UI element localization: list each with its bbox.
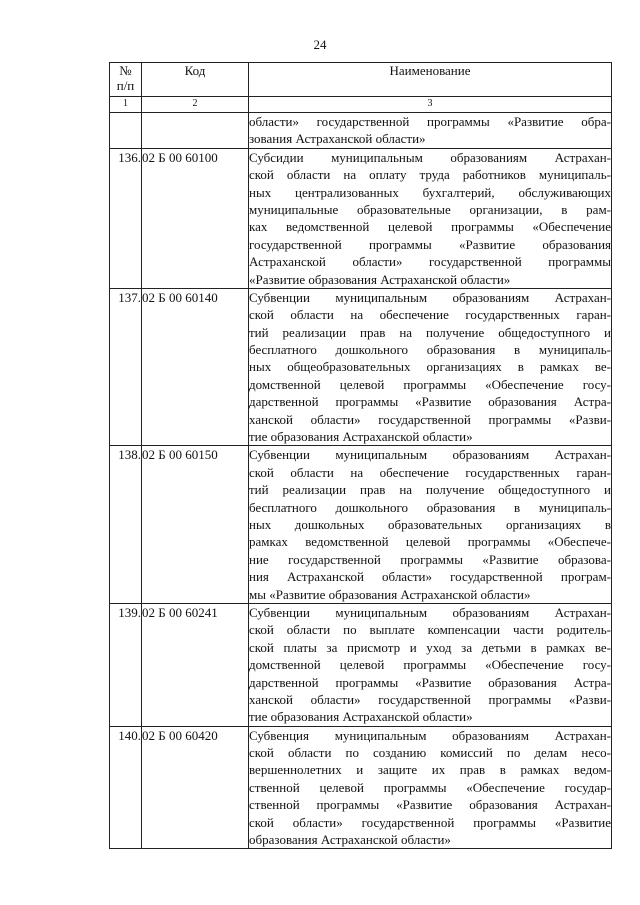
- table-row: [110, 603, 612, 726]
- name-line: тие образования Астраханской области»: [249, 429, 473, 445]
- row-name: [249, 113, 612, 149]
- name-line: образования Астраханской области»: [249, 832, 451, 848]
- name-line: ханской области» государственной программы «Разви-: [249, 411, 611, 427]
- row-number: 139.: [110, 603, 142, 726]
- name-line: ках ведомственной целевой программы «Обеспечение: [249, 219, 611, 235]
- name-line: тий реализации прав на получение общедоступного и: [249, 482, 611, 498]
- name-line: домственной целевой программы «Обеспечение госу-: [249, 376, 611, 392]
- row-name: [249, 148, 612, 288]
- row-name: [249, 446, 612, 604]
- name-line: Субсидии муниципальным образованиям Астрахан-: [249, 149, 611, 165]
- continuation-row: [110, 113, 612, 149]
- name-line: рамках ведомственной целевой программы «Обеспече-: [249, 534, 611, 550]
- name-line: ственной программы «Развитие образования Астрахан-: [249, 797, 611, 813]
- row-number: 138.: [110, 446, 142, 604]
- name-line: ных централизованных бухгалтерий, обслуживающих: [249, 184, 611, 200]
- row-number: 136.: [110, 148, 142, 288]
- name-line: государственной программы «Развитие образования: [249, 236, 611, 252]
- name-line: Астраханской области» государственной программы: [249, 254, 611, 270]
- header-number-sign: №: [119, 63, 132, 78]
- name-line: ской области на обеспечение государственных гаран-: [249, 307, 611, 323]
- name-line: ханской области» государственной программы «Разви-: [249, 691, 611, 707]
- name-line: Субвенция муниципальным образованиям Астрахан-: [249, 727, 611, 743]
- name-line: ской области по выплате компенсации части родитель-: [249, 622, 611, 638]
- row-code: 02 Б 00 60140: [142, 288, 249, 446]
- row-code: [142, 113, 249, 149]
- table-row: [110, 288, 612, 446]
- name-line: ственной целевой программы «Обеспечение государ-: [249, 779, 611, 795]
- name-line: ных общеобразовательных организациях в рамках ве-: [249, 359, 611, 375]
- header-number-abbr: п/п: [116, 78, 135, 93]
- column-index: 2: [142, 97, 249, 113]
- name-line: ние государственной программы «Развитие образова-: [249, 551, 611, 567]
- name-line: вершеннолетних и защите их прав в рамках ведом-: [249, 762, 611, 778]
- row-code: 02 Б 00 60100: [142, 148, 249, 288]
- row-number: 137.: [110, 288, 142, 446]
- row-code: 02 Б 00 60420: [142, 726, 249, 849]
- name-line: тие образования Астраханской области»: [249, 709, 473, 725]
- header-name: Наименование: [249, 63, 612, 97]
- name-line: ных дошкольных образовательных организациях в: [249, 516, 611, 532]
- row-code: 02 Б 00 60241: [142, 603, 249, 726]
- name-line: Субвенции муниципальным образованиям Астрахан-: [249, 604, 611, 620]
- table-row: [110, 148, 612, 288]
- row-name: [249, 603, 612, 726]
- name-line: ской области» государственной программы «Развитие: [249, 814, 611, 830]
- name-line: области» государственной программы «Развитие обра-: [249, 114, 611, 129]
- name-line: зования Астраханской области»: [249, 131, 426, 147]
- table-row: [110, 446, 612, 604]
- column-index-row: [110, 97, 612, 113]
- name-line: ской области по созданию комиссий по делам несо-: [249, 745, 611, 761]
- row-number: [110, 113, 142, 149]
- name-line: бесплатного дошкольного образования в муниципаль-: [249, 342, 611, 358]
- name-line: муниципальные образовательные организации, в рам-: [249, 201, 611, 217]
- row-name: [249, 288, 612, 446]
- header-number: [110, 63, 142, 97]
- row-name: [249, 726, 612, 849]
- name-line: ской платы за присмотр и уход за детьми в рамках ве-: [249, 639, 611, 655]
- table-row: [110, 726, 612, 849]
- name-line: Субвенции муниципальным образованиям Астрахан-: [249, 289, 611, 305]
- name-line: домственной целевой программы «Обеспечение госу-: [249, 657, 611, 673]
- row-code: 02 Б 00 60150: [142, 446, 249, 604]
- name-line: дарственной программы «Развитие образования Астра-: [249, 674, 611, 690]
- column-index: 1: [110, 97, 142, 113]
- column-index: 3: [249, 97, 612, 113]
- table-header-row: [110, 63, 612, 97]
- name-line: дарственной программы «Развитие образования Астра-: [249, 394, 611, 410]
- budget-classification-table: [109, 62, 612, 849]
- name-line: ской области на обеспечение государственных гаран-: [249, 464, 611, 480]
- row-number: 140.: [110, 726, 142, 849]
- name-line: мы «Развитие образования Астраханской области»: [249, 586, 531, 602]
- name-line: ния Астраханской области» государственной програм-: [249, 569, 611, 585]
- name-line: «Развитие образования Астраханской области»: [249, 271, 511, 287]
- name-line: бесплатного дошкольного образования в муниципаль-: [249, 499, 611, 515]
- header-code: Код: [142, 63, 249, 97]
- name-line: Субвенции муниципальным образованиям Астрахан-: [249, 447, 611, 463]
- name-line: ской области на оплату труда работников муниципаль-: [249, 167, 611, 183]
- name-line: тий реализации прав на получение общедоступного и: [249, 324, 611, 340]
- page-number: 24: [313, 37, 327, 52]
